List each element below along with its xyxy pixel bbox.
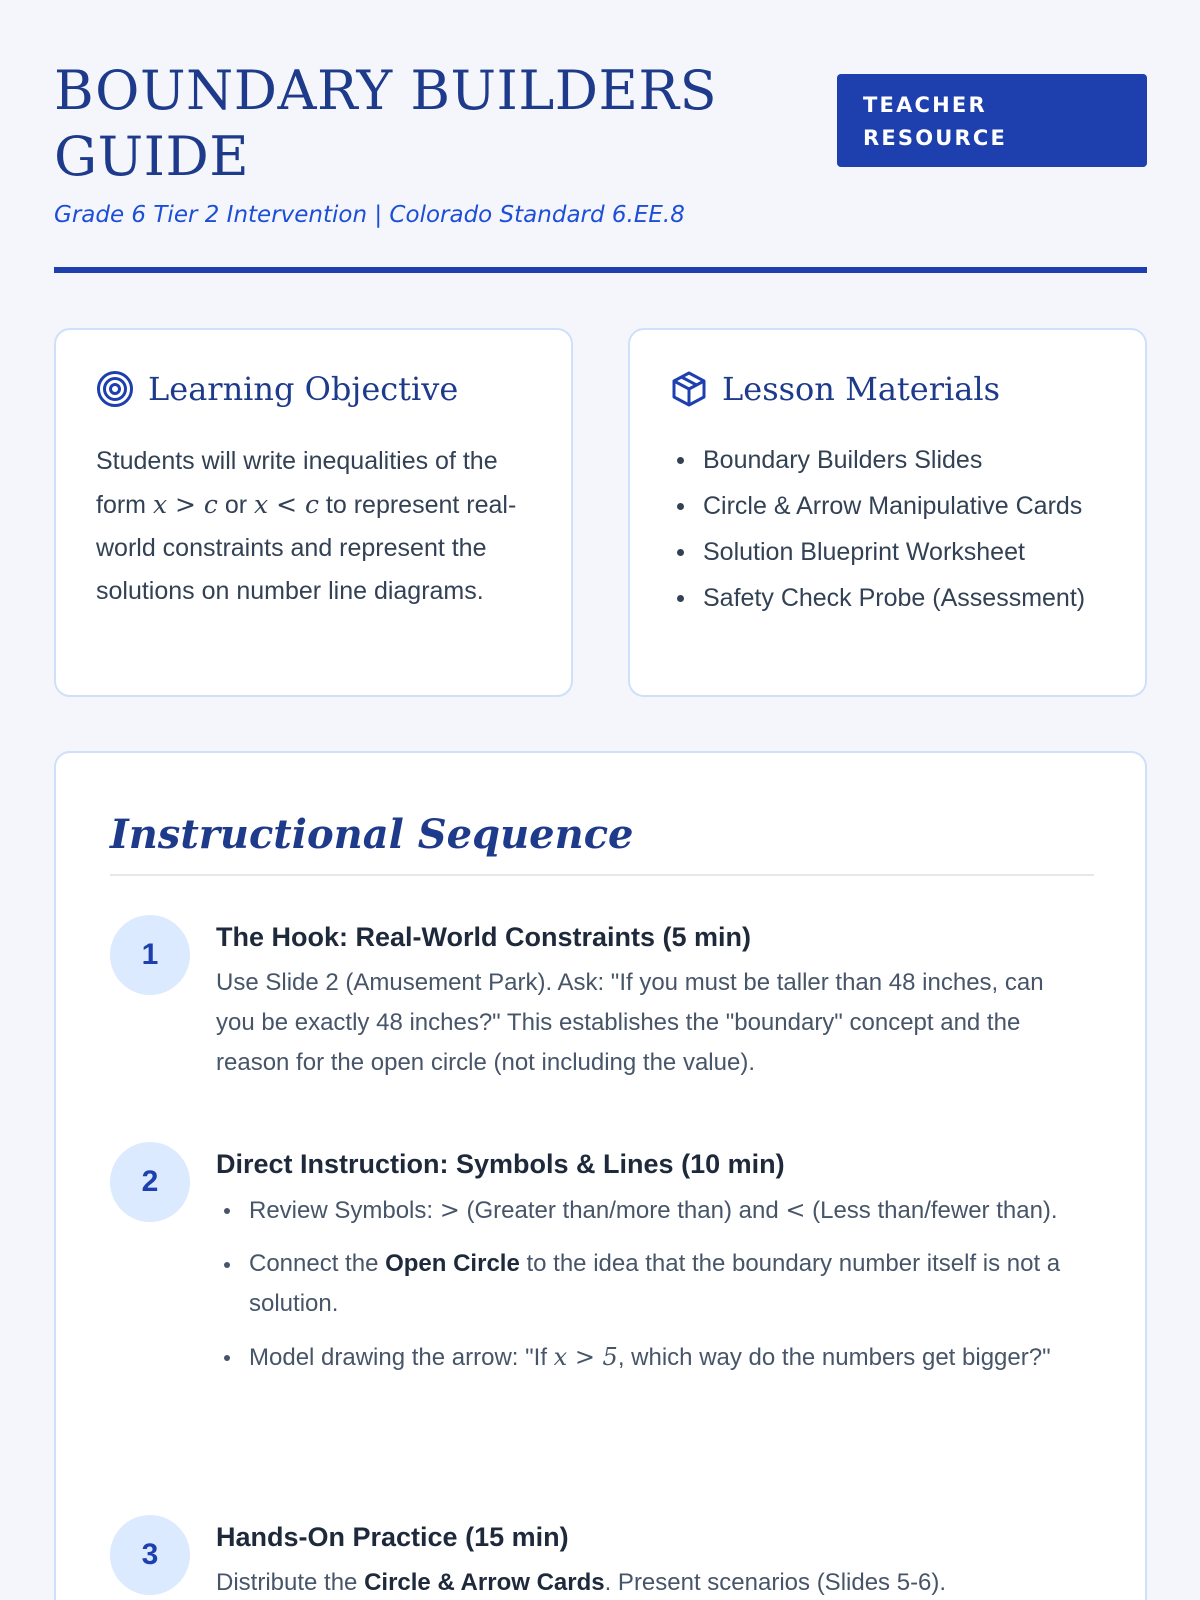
learning-objective-heading: Learning Objective — [148, 370, 459, 408]
bullet-math: > — [439, 1196, 460, 1224]
step-text: Use Slide 2 (Amusement Park). Ask: "If you must be taller than 48 inches, can you be exactly 48 inches?" This establishes the "boundary" concept and the reason for the open circle (not including the value). — [216, 969, 1044, 1076]
bullet-text: Connect the — [249, 1250, 386, 1277]
list-item: Circle & Arrow Manipulative Cards — [670, 486, 1120, 526]
page-subtitle: Grade 6 Tier 2 Intervention | Colorado Standard 6.EE.8 — [54, 202, 685, 228]
instructional-sequence-heading: Instructional Sequence — [110, 811, 634, 858]
step-number: 1 — [110, 915, 190, 995]
objective-text-part: Students will write inequalities of the form — [96, 447, 498, 519]
step-text-part: . Present scenarios (Slides 5-6). — [604, 1569, 947, 1596]
learning-objective-header — [96, 370, 458, 408]
teacher-resource-badge: TEACHER RESOURCE — [837, 74, 1147, 167]
objective-text-part: or — [217, 491, 255, 519]
objective-math-lt: x < c — [254, 490, 319, 519]
bullet-math: < — [785, 1196, 806, 1224]
header-divider — [54, 267, 1147, 273]
materials-list — [670, 440, 1120, 624]
sequence-divider — [110, 874, 1094, 876]
step-body — [216, 1144, 1086, 1391]
bullet-text: to the idea that the boundary number itself is not a solution. — [249, 1250, 1061, 1317]
learning-objective-text — [96, 440, 546, 613]
list-item — [216, 1190, 1086, 1231]
step-title: The Hook: Real-World Constraints (5 min) — [216, 922, 752, 952]
step-title: Hands-On Practice (15 min) — [216, 1522, 569, 1552]
lesson-materials-heading: Lesson Materials — [722, 370, 1000, 408]
step-bold-text: Circle & Arrow Cards — [364, 1569, 605, 1596]
step-number: 3 — [110, 1515, 190, 1595]
page-header — [54, 0, 1147, 276]
step-number: 2 — [110, 1142, 190, 1222]
instructional-sequence-card — [54, 751, 1147, 1600]
page-title: BOUNDARY BUILDERS GUIDE — [54, 59, 718, 188]
target-icon — [96, 370, 134, 408]
objective-math-gt: x > c — [152, 490, 218, 519]
learning-objective-card — [54, 328, 573, 697]
lesson-materials-header — [670, 370, 1000, 408]
step-body — [216, 1517, 1086, 1600]
objective-text-part: to represent real-world constraints and represent the solutions on number line diagrams. — [96, 491, 517, 605]
lesson-materials-card — [628, 328, 1147, 697]
list-item — [216, 1244, 1086, 1324]
list-item: Safety Check Probe (Assessment) — [670, 578, 1120, 618]
list-item — [216, 1337, 1086, 1378]
bullet-text: , which way do the numbers get bigger?" — [617, 1344, 1051, 1371]
guide-page — [54, 0, 1147, 1596]
step-body — [216, 917, 1086, 1083]
bullet-text: Review Symbols: — [249, 1197, 440, 1224]
bullet-math: x > 5 — [553, 1343, 618, 1371]
bullet-bold-text: Open Circle — [385, 1250, 520, 1277]
bullet-text: (Greater than/more than) and — [459, 1197, 786, 1224]
step-text-part: Distribute the — [216, 1569, 365, 1596]
step-text — [216, 1563, 1086, 1600]
box-icon — [670, 370, 708, 408]
bullet-text: (Less than/fewer than). — [805, 1197, 1058, 1224]
list-item: Solution Blueprint Worksheet — [670, 532, 1120, 572]
list-item: Boundary Builders Slides — [670, 440, 1120, 480]
bullet-text: Model drawing the arrow: "If — [249, 1344, 554, 1371]
step-title: Direct Instruction: Symbols & Lines (10 min) — [216, 1149, 785, 1179]
step-bullet-list — [216, 1190, 1086, 1378]
